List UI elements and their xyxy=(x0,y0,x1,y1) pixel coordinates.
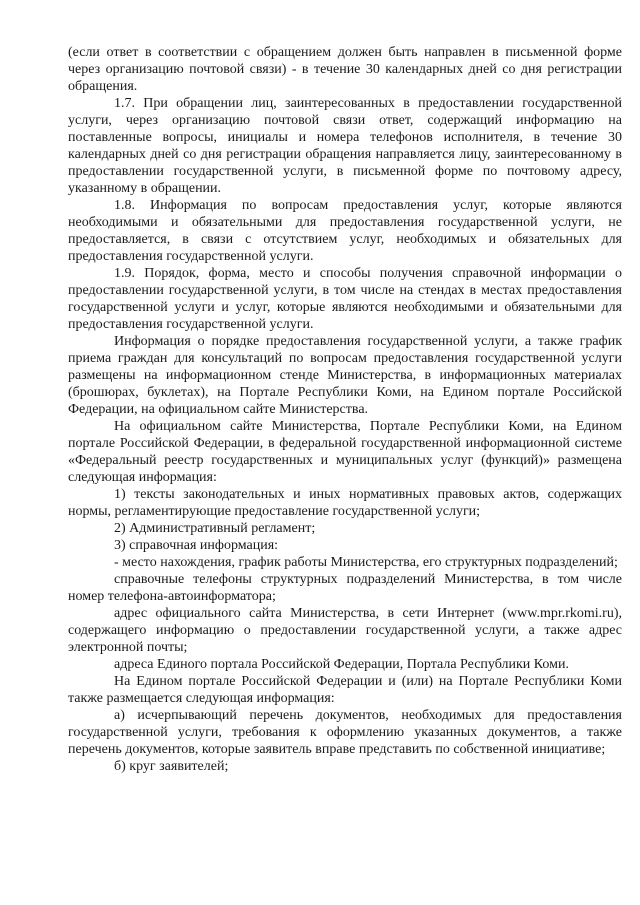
paragraph-1-7: 1.7. При обращении лиц, заинтересованных в предоставлении государственной услуги, через организацию почтовой связи ответ, содержащий информацию на поставленные вопросы, инициалы и номера телефонов исполнителя, в течение 30 календарных дней со дня регистрации обращения направляется лицу, заинтересованному в предоставлении государственной услуги, в письменной форме по почтовому адресу, указанному в обращении. xyxy=(68,96,622,196)
paragraph-1-8: 1.8. Информация по вопросам предоставления услуг, которые являются необходимыми и обязательными для предоставления государственной услуги, не предоставляется, в связи с отсутствием услуг, необходимых и обязательных для предоставления государственной услуги. xyxy=(68,198,622,264)
paragraph-info-order: Информация о порядке предоставления государственной услуги, а также график приема граждан для консультаций по вопросам предоставления государственной услуги размещены на информационном стенде Министерства, в информационных материалах (брошюрах, буклетах), на Портале Республики Коми, на Едином портале Российской Федерации, на официальном сайте Министерства. xyxy=(68,334,622,417)
document-page xyxy=(68,44,622,775)
list-item-phones: справочные телефоны структурных подразделений Министерства, в том числе номер телефона-автоинформатора; xyxy=(68,572,622,604)
list-item-location: - место нахождения, график работы Министерства, его структурных подразделений; xyxy=(114,555,618,570)
list-item-portals: адреса Единого портала Российской Федерации, Портала Республики Коми. xyxy=(114,657,570,672)
paragraph-continuation: (если ответ в соответствии с обращением должен быть направлен в письменной форме через организацию почтовой связи) - в течение 30 календарных дней со дня регистрации обращения. xyxy=(68,45,622,94)
paragraph-official-site: На официальном сайте Министерства, Портале Республики Коми, на Едином портале Российской Федерации, в федеральной государственной информационной системе «Федеральный реестр государственных и муниципальных услуг (функций)» размещена следующая информация: xyxy=(68,419,622,485)
list-item-3: 3) справочная информация: xyxy=(114,538,279,553)
paragraph-1-9: 1.9. Порядок, форма, место и способы получения справочной информации о предоставлении государственной услуги, в том числе на стендах в местах предоставления государственной услуги и услуг, которые являются необходимыми и обязательными для предоставления государственной услуги. xyxy=(68,266,622,332)
list-item-a: а) исчерпывающий перечень документов, необходимых для предоставления государственной услуги, требования к оформлению указанных документов, а также перечень документов, которые заявитель вправе представить по собственной инициативе; xyxy=(68,708,622,757)
list-item-b: б) круг заявителей; xyxy=(114,759,229,774)
list-item-2: 2) Административный регламент; xyxy=(114,521,316,536)
list-item-1: 1) тексты законодательных и иных нормативных правовых актов, содержащих нормы, регламентирующие предоставление государственной услуги; xyxy=(68,487,622,519)
list-item-website: адрес официального сайта Министерства, в сети Интернет (www.mpr.rkomi.ru), содержащего информацию о предоставлении государственной услуги, а также адрес электронной почты; xyxy=(68,606,622,655)
paragraph-portal-info: На Едином портале Российской Федерации и (или) на Портале Республики Коми также размещается следующая информация: xyxy=(68,674,622,706)
